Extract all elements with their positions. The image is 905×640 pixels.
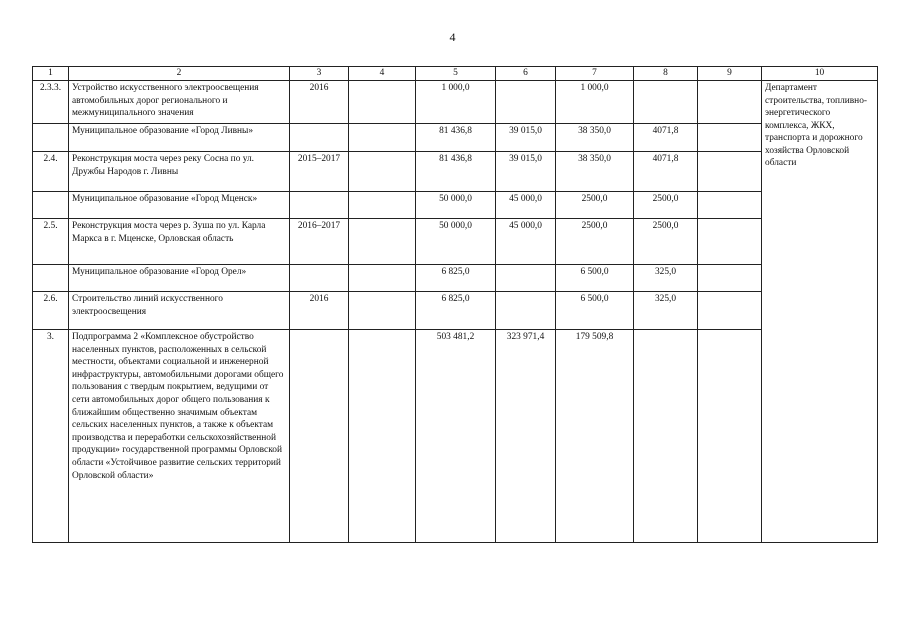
row-years — [290, 330, 349, 543]
row-name: Муниципальное образование «Город Мценск» — [69, 192, 290, 219]
row-col5: 81 436,8 — [416, 152, 496, 192]
table-row — [33, 292, 878, 330]
header-cell: 1 — [33, 67, 69, 81]
row-col6: 45 000,0 — [496, 219, 556, 265]
row-number — [33, 192, 69, 219]
row-col4 — [349, 192, 416, 219]
row-col8: 4071,8 — [634, 152, 698, 192]
row-number: 2.3.3. — [33, 81, 69, 124]
row-col8 — [634, 81, 698, 124]
table-row — [33, 124, 878, 152]
row-col5: 503 481,2 — [416, 330, 496, 543]
row-col5: 50 000,0 — [416, 192, 496, 219]
row-col5: 50 000,0 — [416, 219, 496, 265]
header-cell: 10 — [762, 67, 878, 81]
row-col8: 2500,0 — [634, 219, 698, 265]
row-col9 — [698, 81, 762, 124]
header-cell: 4 — [349, 67, 416, 81]
row-col5: 81 436,8 — [416, 124, 496, 152]
row-col8: 325,0 — [634, 292, 698, 330]
row-years — [290, 265, 349, 292]
row-col7: 38 350,0 — [556, 124, 634, 152]
row-col4 — [349, 265, 416, 292]
row-col6 — [496, 81, 556, 124]
row-col6 — [496, 292, 556, 330]
row-col7: 179 509,8 — [556, 330, 634, 543]
table-row — [33, 219, 878, 265]
header-cell: 8 — [634, 67, 698, 81]
row-years — [290, 124, 349, 152]
row-col9 — [698, 292, 762, 330]
row-col7: 6 500,0 — [556, 265, 634, 292]
row-years: 2016–2017 — [290, 219, 349, 265]
header-cell: 7 — [556, 67, 634, 81]
row-col9 — [698, 192, 762, 219]
row-col7: 2500,0 — [556, 192, 634, 219]
row-col6: 39 015,0 — [496, 152, 556, 192]
row-col8: 4071,8 — [634, 124, 698, 152]
row-col4 — [349, 152, 416, 192]
row-name: Муниципальное образование «Город Ливны» — [69, 124, 290, 152]
row-col7: 6 500,0 — [556, 292, 634, 330]
header-cell: 6 — [496, 67, 556, 81]
row-col4 — [349, 124, 416, 152]
header-cell: 2 — [69, 67, 290, 81]
row-col6 — [496, 265, 556, 292]
row-col7: 38 350,0 — [556, 152, 634, 192]
row-col4 — [349, 219, 416, 265]
table-row — [33, 192, 878, 219]
row-col4 — [349, 81, 416, 124]
row-col9 — [698, 219, 762, 265]
header-cell: 3 — [290, 67, 349, 81]
row-col6: 39 015,0 — [496, 124, 556, 152]
row-number — [33, 124, 69, 152]
header-cell: 9 — [698, 67, 762, 81]
row-years: 2016 — [290, 292, 349, 330]
row-name: Муниципальное образование «Город Орел» — [69, 265, 290, 292]
row-col6: 323 971,4 — [496, 330, 556, 543]
row-col7: 2500,0 — [556, 219, 634, 265]
row-years — [290, 192, 349, 219]
row-name: Реконструкция моста через р. Зуша по ул. Карла Маркса в г. Мценске, Орловская область — [69, 219, 290, 265]
row-col5: 6 825,0 — [416, 265, 496, 292]
budget-table — [32, 66, 878, 543]
row-col5: 1 000,0 — [416, 81, 496, 124]
table-row — [33, 330, 878, 543]
row-number — [33, 265, 69, 292]
header-cell: 5 — [416, 67, 496, 81]
row-col8: 2500,0 — [634, 192, 698, 219]
row-col4 — [349, 330, 416, 543]
row-col7: 1 000,0 — [556, 81, 634, 124]
row-col6: 45 000,0 — [496, 192, 556, 219]
row-name: Устройство искусственного электроосвещения автомобильных дорог регионального и межмуниципального значения — [69, 81, 290, 124]
row-col9 — [698, 124, 762, 152]
page-number: 4 — [449, 30, 456, 44]
row-col9 — [698, 152, 762, 192]
row-years: 2015–2017 — [290, 152, 349, 192]
row-col8: 325,0 — [634, 265, 698, 292]
row-number: 2.5. — [33, 219, 69, 265]
row-col4 — [349, 292, 416, 330]
row-name: Реконструкция моста через реку Сосна по ул. Дружбы Народов г. Ливны — [69, 152, 290, 192]
row-col5: 6 825,0 — [416, 292, 496, 330]
row-col9 — [698, 265, 762, 292]
row-name: Строительство линий искусственного электроосвещения — [69, 292, 290, 330]
row-number: 2.4. — [33, 152, 69, 192]
department-cell: Департамент строительства, топливно-энергетического комплекса, ЖКХ, транспорта и дорожного хозяйства Орловской области — [762, 81, 878, 543]
row-number: 3. — [33, 330, 69, 543]
row-years: 2016 — [290, 81, 349, 124]
table-row — [33, 81, 878, 124]
table-row — [33, 265, 878, 292]
table-row — [33, 152, 878, 192]
row-col8 — [634, 330, 698, 543]
row-col9 — [698, 330, 762, 543]
row-name: Подпрограмма 2 «Комплексное обустройство населенных пунктов, расположенных в сельской местности, объектами социальной и инженерной инфраструктуры, автомобильными дорогами общего пользования с твердым покрытием, ведущими от сети автомобильных дорог общего пользования к ближайшим общественно значимым объектам сельских населенных пунктов, а также к объектам производства и переработки сельскохозяйственной продукции» государственной программы Орловской области «Устойчивое развитие сельских территорий Орловской области» — [69, 330, 290, 543]
row-number: 2.6. — [33, 292, 69, 330]
header-row — [33, 67, 878, 81]
